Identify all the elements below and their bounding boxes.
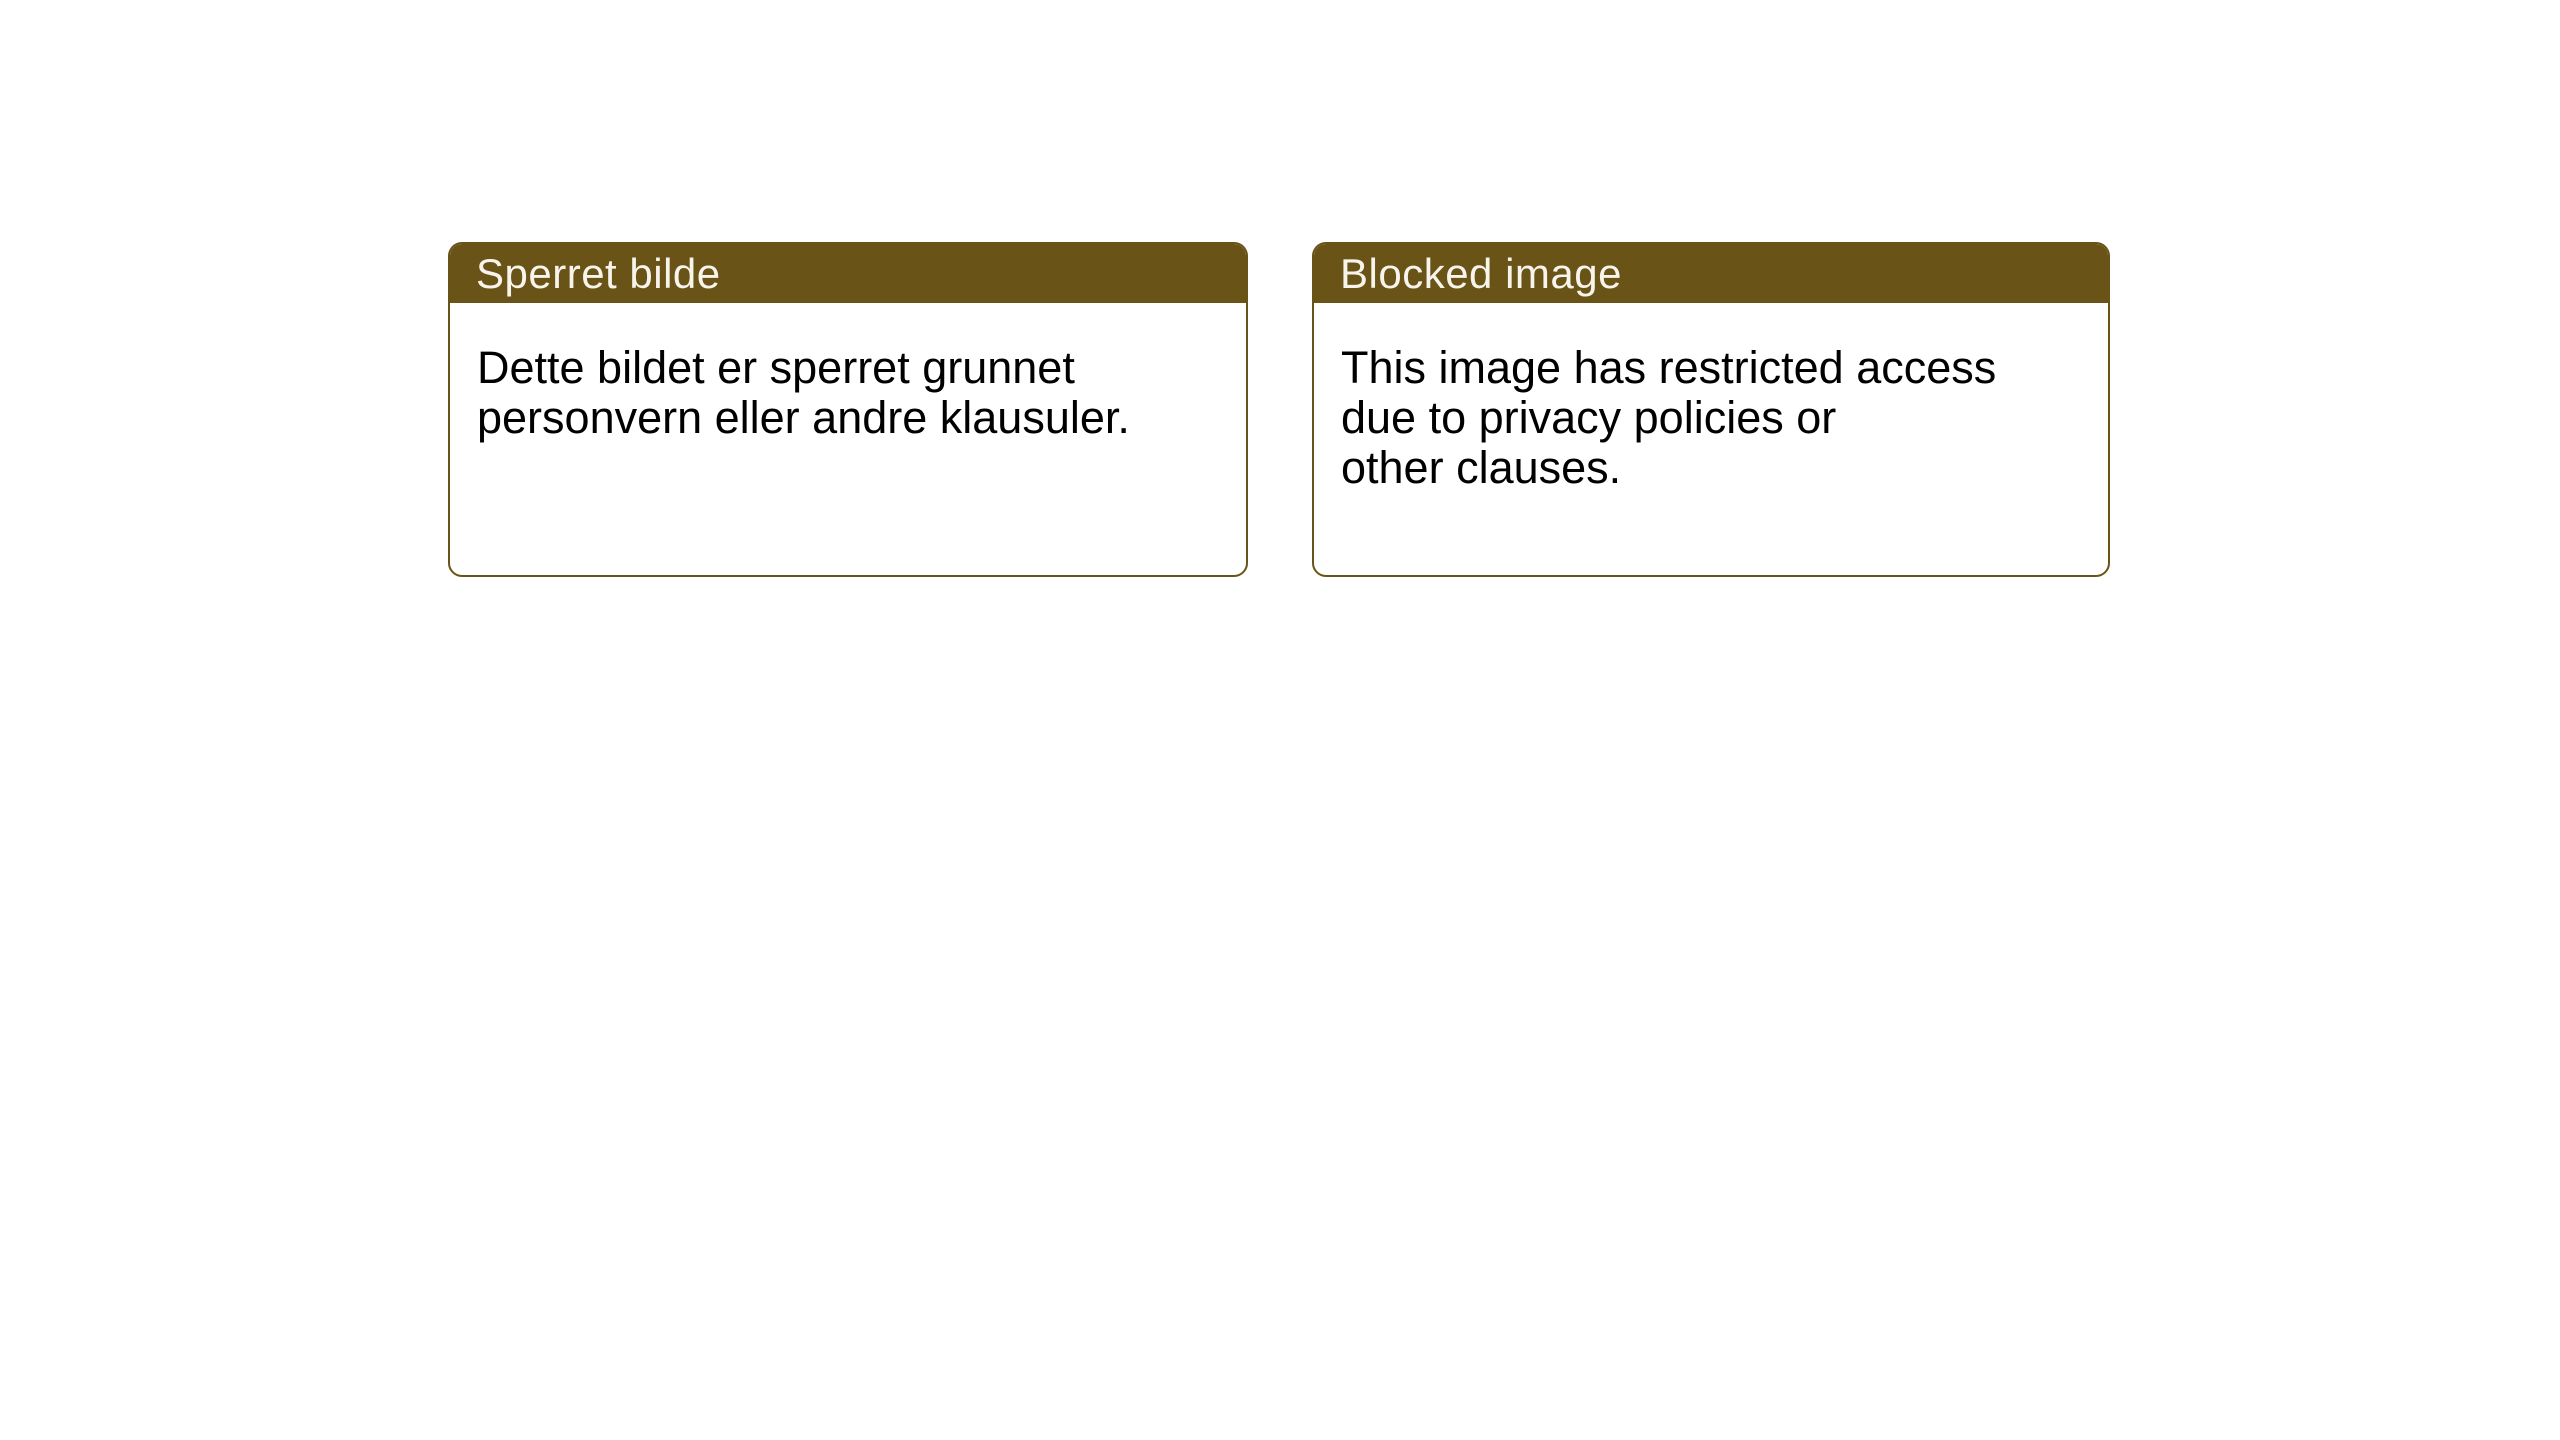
card-title: Blocked image <box>1340 249 1622 297</box>
body-text-line: other clauses. <box>1341 442 1622 493</box>
card-header <box>1314 244 2108 303</box>
card-blocked-image <box>1312 242 2110 577</box>
body-text-line: This image has restricted access <box>1341 342 1997 393</box>
card-title: Sperret bilde <box>476 249 721 297</box>
body-text-line: due to privacy policies or <box>1341 392 1837 443</box>
body-text-line: personvern eller andre klausuler. <box>477 392 1130 443</box>
card-body <box>1314 303 2108 493</box>
card-sperret-bilde <box>448 242 1248 577</box>
card-header <box>450 244 1246 303</box>
body-text-line: Dette bildet er sperret grunnet <box>477 342 1075 393</box>
card-body <box>450 303 1246 443</box>
